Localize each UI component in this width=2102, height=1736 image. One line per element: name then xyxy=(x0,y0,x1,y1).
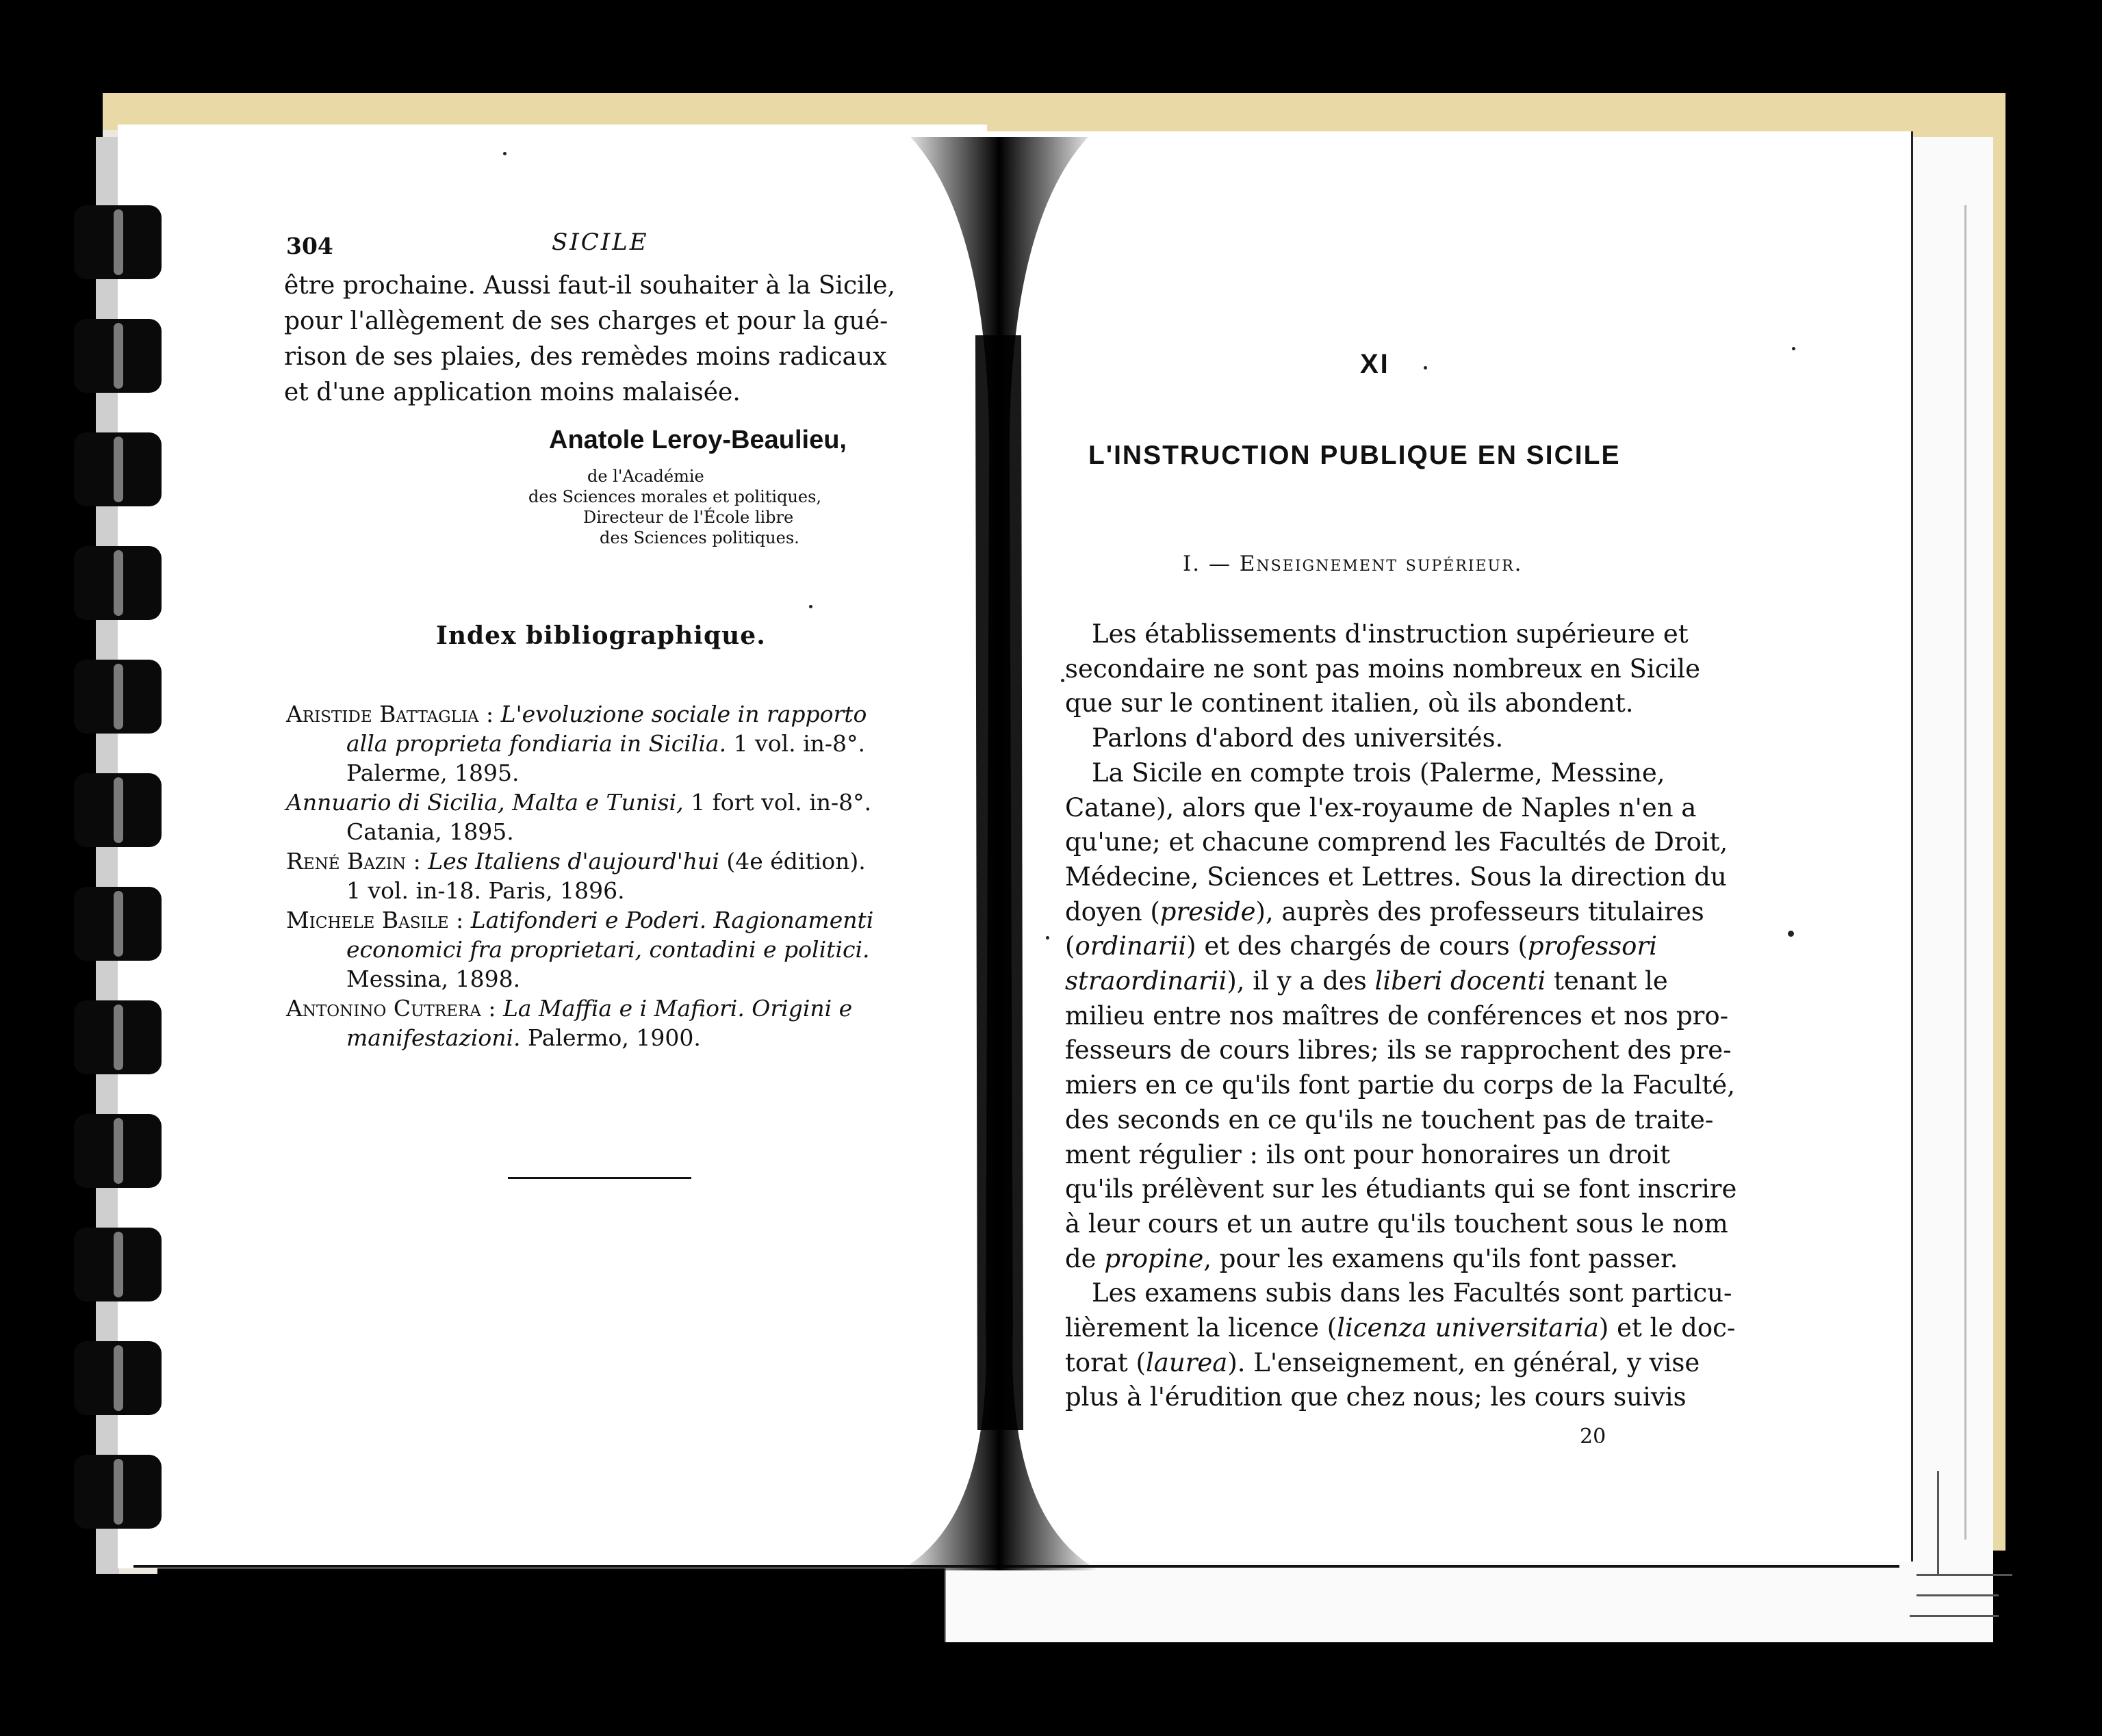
text-line: La Sicile en compte trois (Palerme, Messine, xyxy=(1092,757,1665,788)
text-line: ment régulier : ils ont pour honoraires un droit xyxy=(1065,1139,1671,1169)
speck xyxy=(1788,931,1794,937)
page-edge-line xyxy=(1917,1574,2012,1576)
bib-entry-cont: 1 vol. in-18. Paris, 1896. xyxy=(346,877,625,904)
bib-entry xyxy=(286,788,871,817)
signature-line: des Sciences morales et politiques, xyxy=(528,487,822,506)
bib-details: (4e édition). xyxy=(719,848,866,875)
bib-entry-cont xyxy=(346,729,865,758)
coil-highlight xyxy=(114,777,123,843)
text-line: plus à l'érudition que chez nous; les cours suivis xyxy=(1065,1382,1687,1412)
text-line: qu'ils prélèvent sur les étudiants qui se font inscrire xyxy=(1065,1174,1737,1204)
gutter-shadow xyxy=(897,130,1102,1574)
section-heading: I. — Enseignement supérieur. xyxy=(1183,552,1523,576)
index-title: Index bibliographique. xyxy=(436,621,766,650)
text-line: lièrement la licence (licenza universitaria) et le doc- xyxy=(1065,1313,1736,1343)
bib-author: Antonino Cutrera xyxy=(286,995,481,1022)
coil-highlight xyxy=(114,437,123,502)
text-line: Les examens subis dans les Facultés sont particu- xyxy=(1092,1278,1732,1308)
text-line: pour l'allègement de ses charges et pour la gué- xyxy=(284,307,888,335)
bib-entry-cont xyxy=(346,1023,701,1052)
bib-details: 1 vol. in-8°. xyxy=(726,730,866,757)
bib-entry: Antonino Cutrera : La Maffia e i Mafiori. Origini e xyxy=(286,995,853,1022)
text-line: et d'une application moins malaisée. xyxy=(284,378,741,406)
text-line: être prochaine. Aussi faut-il souhaiter à la Sicile, xyxy=(284,272,895,300)
speck xyxy=(809,605,812,608)
bib-work: L'evoluzione sociale in rapporto xyxy=(500,701,867,727)
text-line: miers en ce qu'ils font partie du corps de la Faculté, xyxy=(1065,1070,1735,1100)
bib-work: Annuario di Sicilia, Malta e Tunisi, xyxy=(286,789,684,816)
bib-work: La Maffia e i Mafiori. Origini e xyxy=(502,995,853,1022)
binding-coil xyxy=(74,1114,162,1188)
text-line: des seconds en ce qu'ils ne touchent pas de traite- xyxy=(1065,1104,1714,1135)
bib-work: alla proprieta fondiaria in Sicilia. xyxy=(346,730,727,757)
bib-work: economici fra proprietari, contadini e politici. xyxy=(346,936,870,963)
page-edge-line xyxy=(1937,1471,1939,1574)
binding-coil xyxy=(74,660,162,734)
text-line: Médecine, Sciences et Lettres. Sous la direction du xyxy=(1065,861,1727,892)
text-line: secondaire ne sont pas moins nombreux en Sicile xyxy=(1065,653,1700,684)
bib-entry: René Bazin : Les Italiens d'aujourd'hui (4e édition). xyxy=(286,848,866,875)
bib-entry: Aristide Battaglia : L'evoluzione sociale in rapporto xyxy=(286,701,867,727)
binding-coil xyxy=(74,773,162,847)
bib-entry-cont: Messina, 1898. xyxy=(346,966,521,992)
text-line: Parlons d'abord des universités. xyxy=(1092,723,1504,753)
coil-highlight xyxy=(114,664,123,729)
italic-term: preside xyxy=(1159,896,1256,927)
binding-coil xyxy=(74,887,162,961)
binding-coil xyxy=(74,1228,162,1301)
italic-term: straordinarii xyxy=(1065,966,1227,996)
text-line: milieu entre nos maîtres de conférences et nos pro- xyxy=(1065,1000,1729,1031)
text-line: fesseurs de cours libres; ils se rapprochent des pre- xyxy=(1065,1035,1732,1065)
text-line: de propine, pour les examens qu'ils font passer. xyxy=(1065,1243,1678,1273)
italic-term: licenza universitaria xyxy=(1337,1313,1599,1343)
speck xyxy=(1792,347,1795,350)
signature-line: de l'Académie xyxy=(587,467,704,486)
signature-mark: 20 xyxy=(1580,1425,1606,1449)
bib-entry-cont: Catania, 1895. xyxy=(346,818,514,845)
coil-highlight xyxy=(114,1118,123,1184)
coil-highlight xyxy=(114,891,123,957)
chapter-number: XI xyxy=(1360,349,1390,379)
binding-coil xyxy=(74,1000,162,1074)
text-line: doyen (preside), auprès des professeurs titulaires xyxy=(1065,896,1704,927)
text-line: rison de ses plaies, des remèdes moins radicaux xyxy=(284,343,887,371)
italic-term: propine xyxy=(1104,1243,1204,1273)
coil-highlight xyxy=(114,1459,123,1525)
bib-work: Les Italiens d'aujourd'hui xyxy=(428,848,719,875)
bib-author: René Bazin xyxy=(286,848,407,875)
page-number: 304 xyxy=(286,233,333,259)
italic-term: liberi docenti xyxy=(1374,966,1546,996)
bib-author: Michele Basile xyxy=(286,907,449,933)
binding-coil xyxy=(74,1341,162,1415)
speck xyxy=(503,152,507,155)
bib-work: manifestazioni. xyxy=(346,1024,521,1051)
page-edge-line xyxy=(1910,1615,1999,1617)
bib-details: Palermo, 1900. xyxy=(520,1024,701,1051)
bib-details: 1 fort vol. in-8°. xyxy=(683,789,872,816)
right-page xyxy=(986,131,1913,1562)
binding-coil xyxy=(74,546,162,620)
coil-highlight xyxy=(114,1232,123,1297)
end-rule xyxy=(508,1177,691,1179)
signature-line: Directeur de l'École libre xyxy=(583,508,794,527)
bib-author: Aristide Battaglia xyxy=(286,701,479,727)
italic-term: laurea xyxy=(1145,1347,1228,1377)
text-line: straordinarii), il y a des liberi docenti tenant le xyxy=(1065,966,1668,996)
bib-entry: Michele Basile : Latifonderi e Poderi. Ragionamenti xyxy=(286,907,874,933)
bib-entry-cont: Palerme, 1895. xyxy=(346,760,520,786)
text-line: (ordinarii) et des chargés de cours (professori xyxy=(1065,931,1657,961)
binding-coil xyxy=(74,1455,162,1529)
left-page xyxy=(118,125,987,1568)
text-line: Catane), alors que l'ex-royaume de Naples n'en a xyxy=(1065,792,1697,822)
page-edge-line xyxy=(1964,205,1966,1540)
binding-coil xyxy=(74,432,162,506)
author-signature: Anatole Leroy-Beaulieu, xyxy=(549,426,847,454)
italic-term: ordinarii xyxy=(1075,931,1187,961)
bib-work: Latifonderi e Poderi. Ragionamenti xyxy=(470,907,874,933)
speck xyxy=(1424,366,1427,370)
page-edge-line xyxy=(1917,1594,1999,1596)
binding-coil xyxy=(74,319,162,393)
text-line: Les établissements d'instruction supérieure et xyxy=(1092,619,1689,649)
chapter-title: L'INSTRUCTION PUBLIQUE EN SICILE xyxy=(1088,441,1621,470)
text-line: torat (laurea). L'enseignement, en général, y vise xyxy=(1065,1347,1700,1377)
text-line: que sur le continent italien, où ils abondent. xyxy=(1065,688,1634,718)
text-line: à leur cours et un autre qu'ils touchent sous le nom xyxy=(1065,1208,1728,1239)
italic-term: professori xyxy=(1527,931,1657,961)
coil-highlight xyxy=(114,323,123,389)
signature-line: des Sciences politiques. xyxy=(600,528,799,547)
coil-highlight xyxy=(114,550,123,616)
text-line: qu'une; et chacune comprend les Facultés de Droit, xyxy=(1065,827,1728,857)
coil-highlight xyxy=(114,209,123,275)
running-head: SICILE xyxy=(552,229,649,256)
binding-coil xyxy=(74,205,162,279)
coil-highlight xyxy=(114,1345,123,1411)
coil-highlight xyxy=(114,1005,123,1070)
bib-entry-cont xyxy=(346,935,870,964)
